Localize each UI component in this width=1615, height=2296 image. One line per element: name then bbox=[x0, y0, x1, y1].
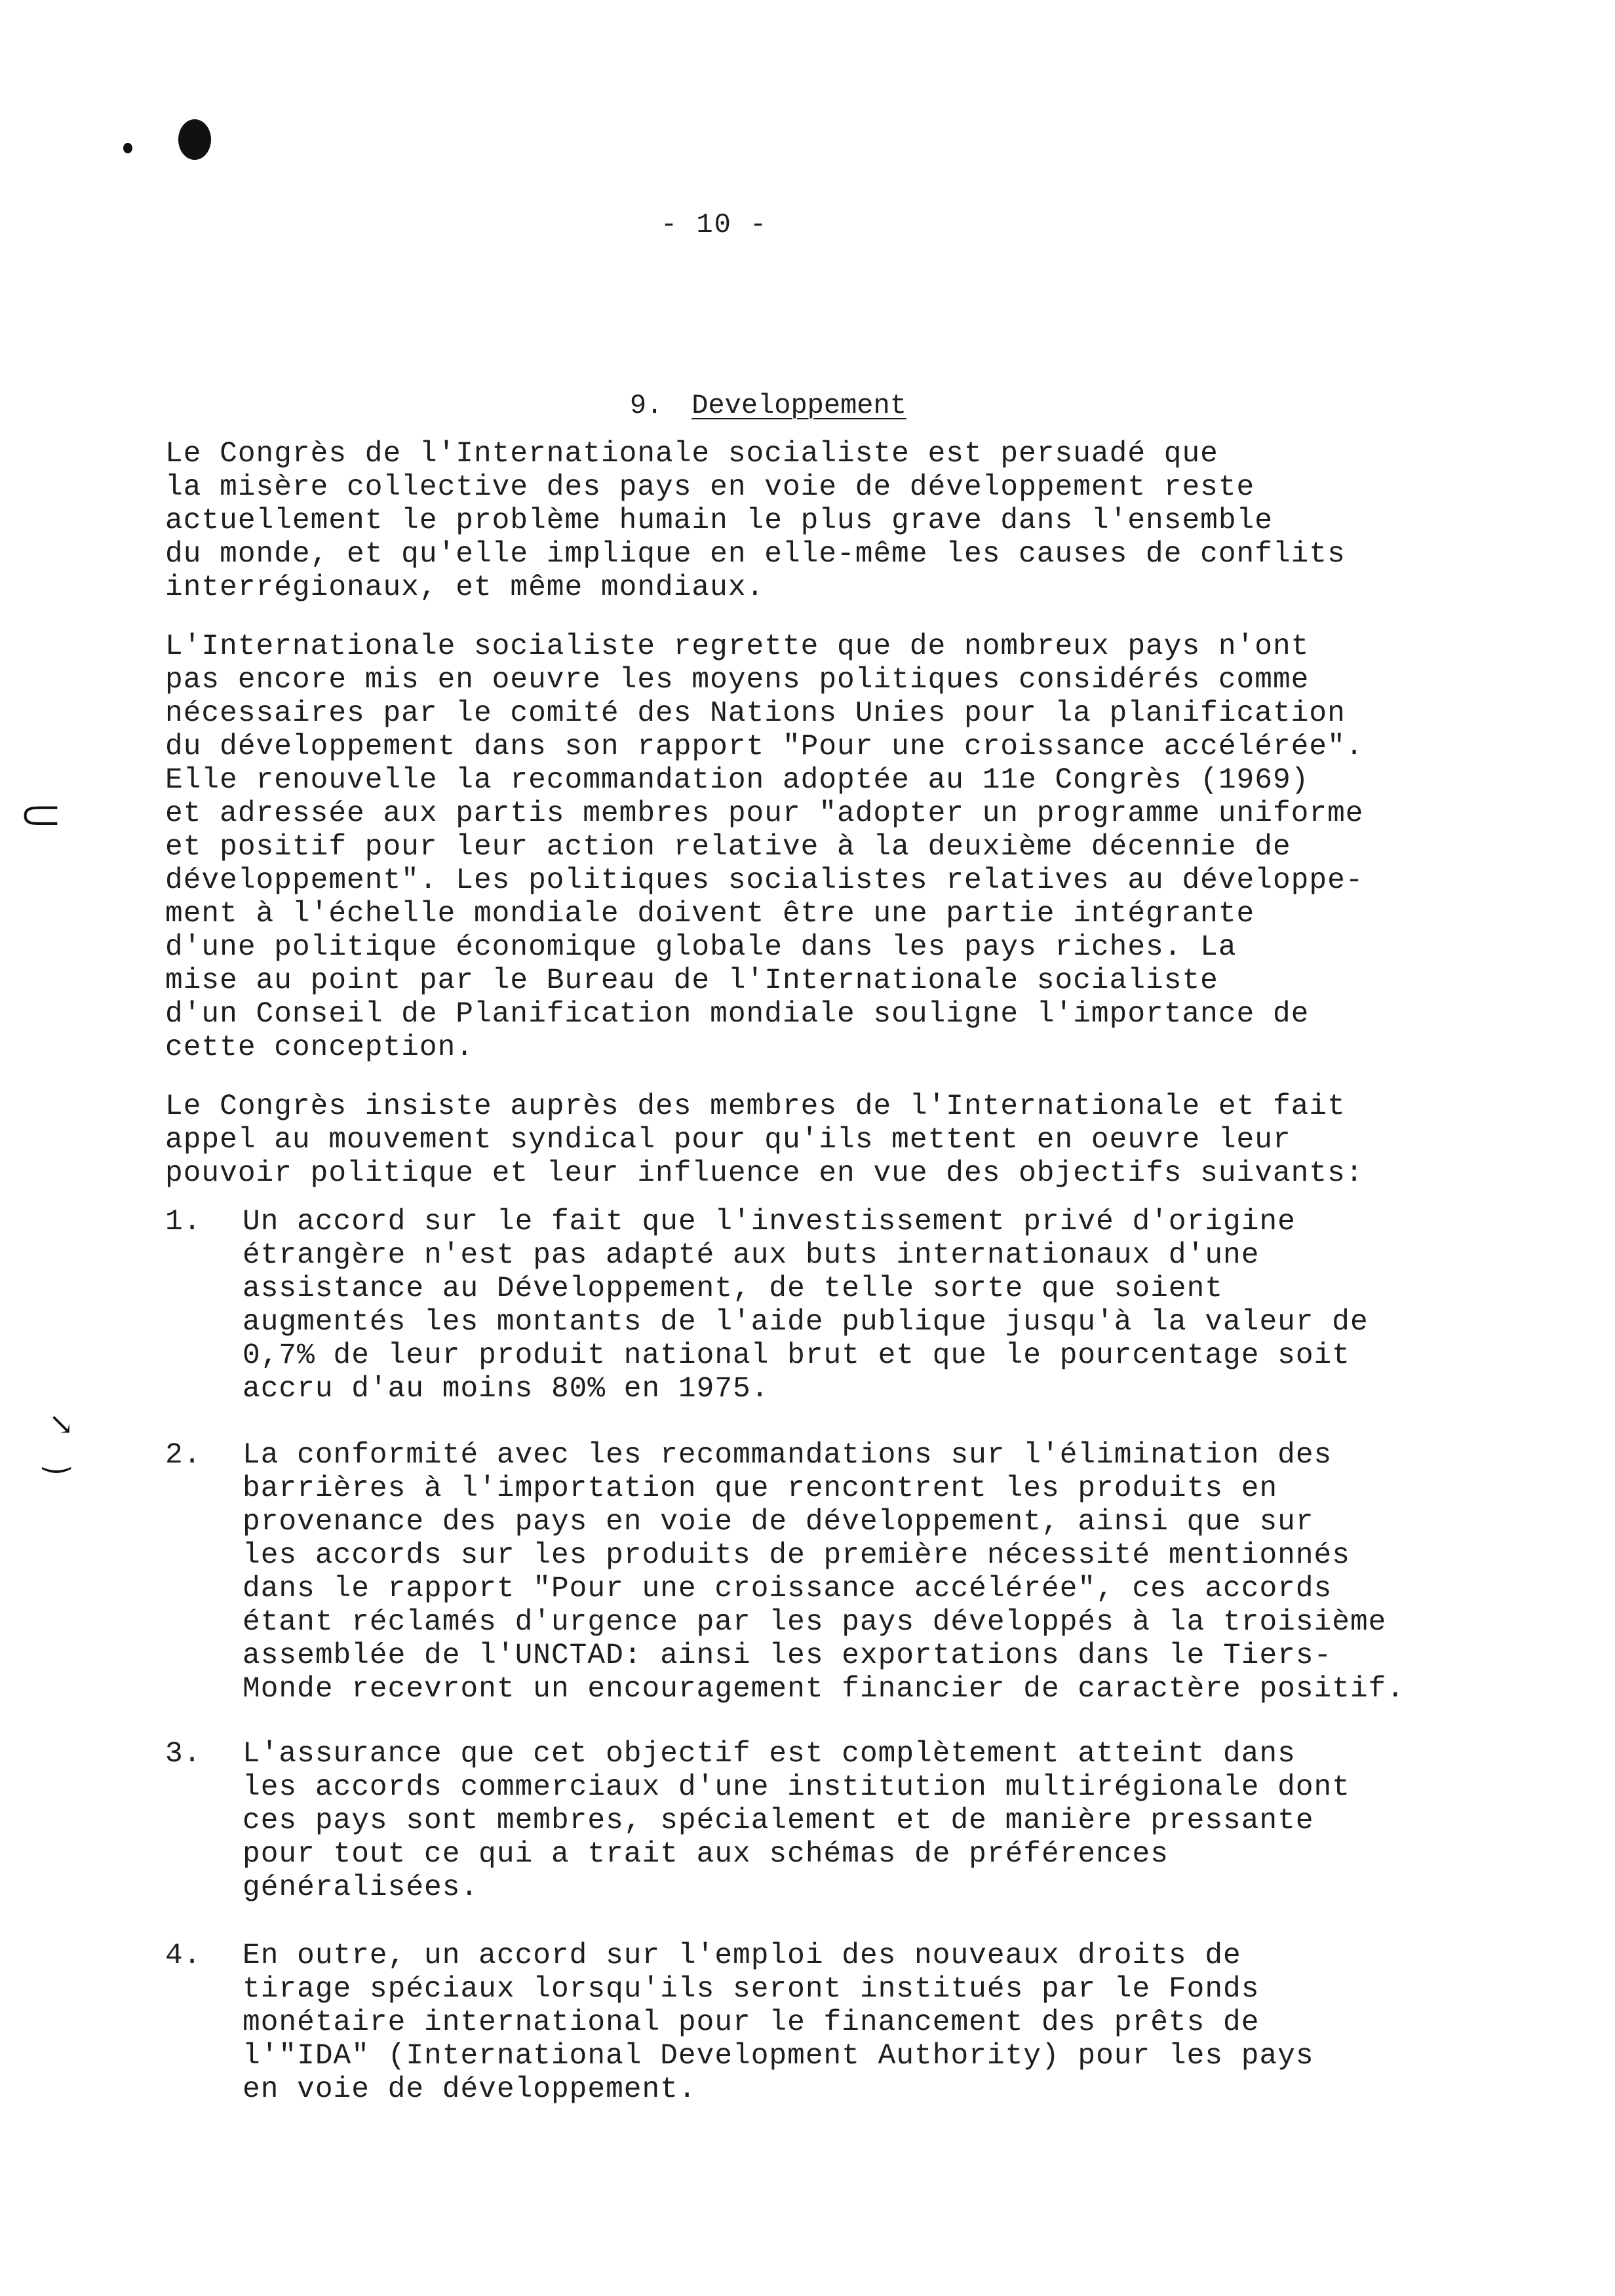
margin-tick-mark: ↘ bbox=[49, 1406, 74, 1442]
text-line: du monde, et qu'elle implique en elle-même les causes de conflits bbox=[165, 538, 1346, 571]
text-line: et adressée aux partis membres pour "adopter un programme uniforme bbox=[165, 797, 1364, 830]
text-line: nécessaires par le comité des Nations Unies pour la planification bbox=[165, 697, 1346, 730]
page-number: - 10 - bbox=[661, 209, 768, 240]
paragraph-1 bbox=[165, 438, 1568, 605]
text-line: pouvoir politique et leur influence en vue des objectifs suivants: bbox=[165, 1157, 1364, 1190]
list-marker: 1. bbox=[165, 1206, 202, 1238]
text-line: dans le rapport "Pour une croissance accélérée", ces accords bbox=[243, 1573, 1333, 1605]
text-line: généralisées. bbox=[243, 1871, 479, 1904]
text-line: L'Internationale socialiste regrette que de nombreux pays n'ont bbox=[165, 630, 1310, 663]
text-line: L'assurance que cet objectif est complètement atteint dans bbox=[243, 1738, 1296, 1770]
text-line: développement". Les politiques socialistes relatives au développe- bbox=[165, 864, 1364, 897]
text-line: la misère collective des pays en voie de développement reste bbox=[165, 471, 1255, 504]
list-marker: 3. bbox=[165, 1738, 202, 1770]
list-item-body bbox=[243, 1940, 1314, 2107]
text-line: interrégionaux, et même mondiaux. bbox=[165, 571, 765, 604]
text-line: actuellement le problème humain le plus grave dans l'ensemble bbox=[165, 505, 1273, 537]
list-item-body bbox=[243, 1206, 1369, 1406]
list-item-body bbox=[243, 1439, 1405, 1706]
text-line: les accords sur les produits de première nécessité mentionnés bbox=[243, 1539, 1350, 1572]
text-line: provenance des pays en voie de développement, ainsi que sur bbox=[243, 1506, 1314, 1539]
text-line: ces pays sont membres, spécialement et de manière pressante bbox=[243, 1805, 1314, 1837]
punch-hole-mark-large bbox=[178, 119, 211, 160]
paragraph-2 bbox=[165, 630, 1568, 1065]
text-line: pour tout ce qui a trait aux schémas de préférences bbox=[243, 1838, 1169, 1871]
text-line: Monde recevront un encouragement financier de caractère positif. bbox=[243, 1673, 1405, 1706]
text-line: Le Congrès insiste auprès des membres de l'Internationale et fait bbox=[165, 1090, 1346, 1123]
text-line: monétaire international pour le financement des prêts de bbox=[243, 2006, 1260, 2039]
text-line: Un accord sur le fait que l'investissement privé d'origine bbox=[243, 1206, 1296, 1238]
text-line: étant réclamés d'urgence par les pays développés à la troisième bbox=[243, 1606, 1387, 1639]
list-marker: 2. bbox=[165, 1439, 202, 1472]
text-line: Le Congrès de l'Internationale socialiste est persuadé que bbox=[165, 438, 1218, 470]
text-line: d'une politique économique globale dans les pays riches. La bbox=[165, 931, 1237, 964]
text-line: assemblée de l'UNCTAD: ainsi les exportations dans le Tiers- bbox=[243, 1639, 1333, 1672]
text-line: ment à l'échelle mondiale doivent être une partie intégrante bbox=[165, 898, 1255, 930]
text-line: Elle renouvelle la recommandation adoptée au 11e Congrès (1969) bbox=[165, 764, 1310, 797]
list-marker: 4. bbox=[165, 1940, 202, 1972]
text-line: et positif pour leur action relative à la deuxième décennie de bbox=[165, 831, 1291, 864]
text-line: les accords commerciaux d'une institution multirégionale dont bbox=[243, 1771, 1350, 1804]
text-line: assistance au Développement, de telle sorte que soient bbox=[243, 1272, 1224, 1305]
text-line: cette conception. bbox=[165, 1031, 474, 1064]
text-line: mise au point par le Bureau de l'Internationale socialiste bbox=[165, 965, 1218, 997]
section-title: Developpement bbox=[691, 390, 906, 421]
margin-curve-mark: ‿ bbox=[43, 1435, 70, 1473]
text-line: accru d'au moins 80% en 1975. bbox=[243, 1373, 769, 1406]
list-item-body bbox=[243, 1738, 1350, 1905]
text-line: augmentés les montants de l'aide publique jusqu'à la valeur de bbox=[243, 1306, 1369, 1339]
punch-hole-mark-small bbox=[123, 143, 132, 153]
text-line: pas encore mis en oeuvre les moyens politiques considérés comme bbox=[165, 664, 1310, 697]
text-line: La conformité avec les recommandations sur l'élimination des bbox=[243, 1439, 1333, 1472]
text-line: étrangère n'est pas adapté aux buts internationaux d'une bbox=[243, 1239, 1260, 1272]
text-line: d'un Conseil de Planification mondiale souligne l'importance de bbox=[165, 998, 1310, 1031]
margin-crescent-mark: ⸦ bbox=[12, 782, 70, 850]
text-line: en voie de développement. bbox=[243, 2073, 697, 2106]
text-line: appel au mouvement syndical pour qu'ils mettent en oeuvre leur bbox=[165, 1124, 1291, 1157]
text-line: barrières à l'importation que rencontrent les produits en bbox=[243, 1472, 1278, 1505]
text-line: l'"IDA" (International Development Authority) pour les pays bbox=[243, 2040, 1314, 2073]
text-line: du développement dans son rapport "Pour une croissance accélérée". bbox=[165, 731, 1364, 763]
text-line: En outre, un accord sur l'emploi des nouveaux droits de bbox=[243, 1940, 1241, 1972]
text-line: 0,7% de leur produit national brut et que le pourcentage soit bbox=[243, 1339, 1350, 1372]
paragraph-3 bbox=[165, 1090, 1568, 1191]
section-number: 9. bbox=[629, 390, 663, 421]
text-line: tirage spéciaux lorsqu'ils seront institués par le Fonds bbox=[243, 1973, 1260, 2006]
